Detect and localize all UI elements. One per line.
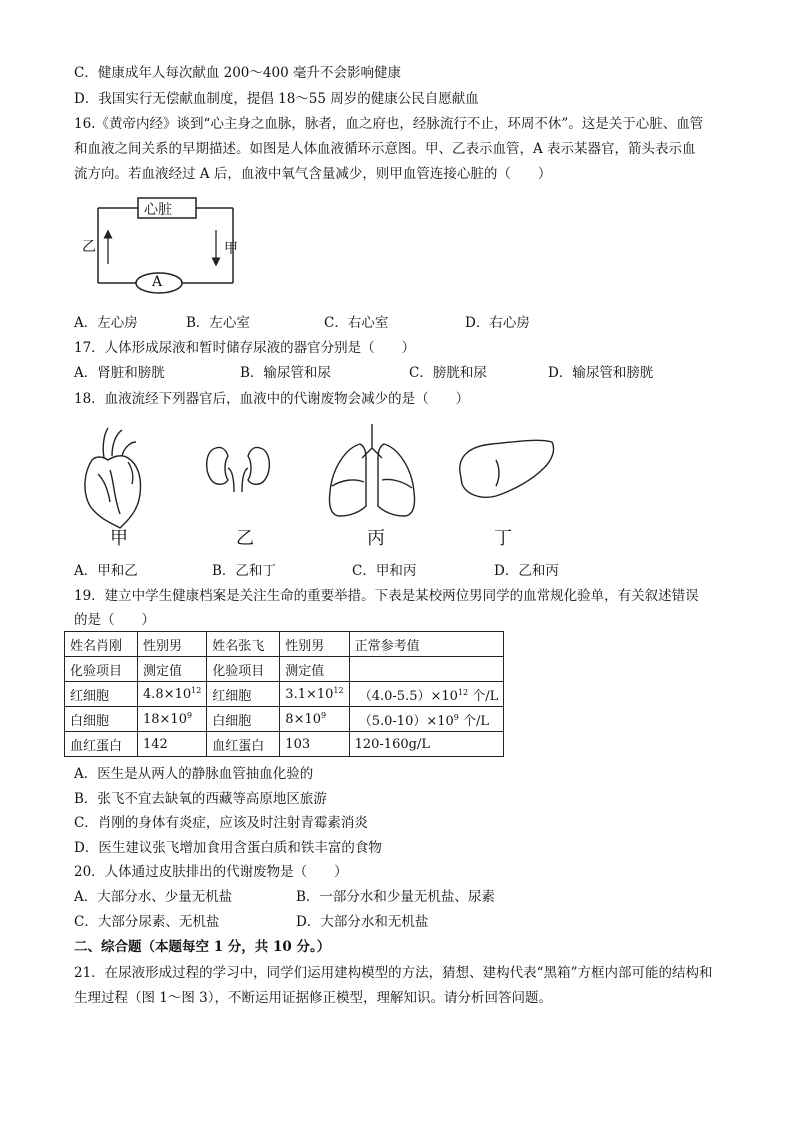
figure-label-ding: 丁 [494,528,512,549]
q16-stem-line-2: 和血液之间关系的早期描述。如图是人体血液循环示意图。甲、乙表示血管，A 表示某器官，箭头表示血 [74,141,696,157]
table-header-row [65,632,504,657]
q17-stem: 17．人体形成尿液和暂时储存尿液的器官分别是（ ） [74,340,416,356]
table-header-row [65,657,504,682]
q15-option-d: D．我国实行无偿献血制度，提倡 18～55 周岁的健康公民自愿献血 [74,91,479,107]
table-row [65,732,504,757]
q17-option-c: C．膀胱和尿 [409,365,487,381]
q19-option-c: C．肖刚的身体有炎症，应该及时注射青霉素消炎 [74,815,368,831]
exponent: 9 [321,710,327,720]
exponent: 12 [191,685,202,695]
q20-option-d: D．大部分水和无机盐 [296,914,429,930]
exponent: 9 [186,710,193,720]
figure-label-jia: 甲 [110,528,128,549]
table-cell: 测定值 [138,657,207,682]
q18-stem: 18．血液流经下列器官后，血液中的代谢废物会减少的是（ ） [74,391,470,407]
ref-text: （4.0-5.5）×10 [358,688,458,704]
table-cell [138,682,207,707]
exponent: 12 [333,685,344,695]
table-cell: 红细胞 [207,682,280,707]
exponent: 12 [457,687,469,697]
q18-option-c: C．甲和丙 [352,563,417,579]
figure-label-yi: 乙 [236,528,254,549]
table-cell [280,707,349,732]
value-text: 8×10 [285,711,322,727]
table-cell: 姓名肖刚 [65,632,138,657]
q20-options-row-2 [74,912,724,932]
blood-test-table [64,631,504,757]
q16-option-d: D．右心房 [465,315,530,331]
q17-option-d: D．输尿管和膀胱 [548,365,654,381]
q18-option-a: A．甲和乙 [74,563,138,579]
q18-option-d: D．乙和丙 [494,563,559,579]
table-cell: 化验项目 [207,657,280,682]
q20-option-b: B．一部分水和少量无机盐、尿素 [296,889,495,905]
table-cell [280,682,349,707]
value-text: 3.1×10 [285,686,334,702]
exponent: 9 [453,712,459,722]
q20-options-row-1 [74,887,724,907]
q20-option-c: C．大部分尿素、无机盐 [74,914,220,930]
section-heading: 二、综合题（本题每空 1 分，共 10 分。） [74,939,331,955]
ref-text: （5.0-10）×10 [358,713,454,729]
q19-stem-line-2: 的是（ ） [74,612,155,628]
figure-label-bing: 丙 [367,528,385,549]
q16-option-b: B．左心室 [186,315,250,331]
q16-option-c: C．右心室 [324,315,389,331]
q20-stem: 20．人体通过皮肤排出的代谢废物是（ ） [74,864,348,880]
value-text: 4.8×10 [143,686,192,702]
table-cell [349,682,504,707]
organ-figures [74,420,574,550]
table-cell: 测定值 [280,657,349,682]
table-cell: 142 [138,732,207,757]
q18-option-b: B．乙和丁 [212,563,276,579]
q16-options [74,313,724,333]
table-cell [349,707,504,732]
heart-image [85,428,141,528]
q21-stem-line-2: 生理过程（图 1～图 3），不断运用证据修正模型，理解知识。请分析回答问题。 [74,990,553,1006]
table-cell: 姓名张飞 [207,632,280,657]
table-cell: 红细胞 [65,682,138,707]
table-cell: 白细胞 [65,707,138,732]
ref-unit: 个/L [472,688,499,704]
table-row [65,682,504,707]
value-text: 18×10 [143,711,187,727]
heart-label: 心脏 [144,202,172,218]
table-cell: 103 [280,732,349,757]
q15-option-c: C．健康成年人每次献血 200～400 毫升不会影响健康 [74,65,401,81]
q17-options [74,363,724,383]
q17-option-b: B．输尿管和尿 [240,365,331,381]
table-cell [349,657,504,682]
table-row [65,707,504,732]
q17-option-a: A．肾脏和膀胱 [74,365,165,381]
organ-a-label: A [152,274,163,290]
table-cell: 120-160g/L [349,732,504,757]
table-cell: 血红蛋白 [65,732,138,757]
table-cell [138,707,207,732]
table-cell: 化验项目 [65,657,138,682]
lungs-image [329,424,414,516]
q16-stem-line-1: 16.《黄帝内经》谈到“心主身之血脉，脉者，血之府也，经脉流行不止，环周不休”。这是关于心脏、血管 [74,116,704,132]
q19-option-b: B．张飞不宜去缺氧的西藏等高原地区旅游 [74,791,327,807]
table-cell: 正常参考值 [349,632,504,657]
q19-option-d: D．医生建议张飞增加食用含蛋白质和铁丰富的食物 [74,840,382,856]
table-cell: 性别男 [138,632,207,657]
kidney-image [207,447,270,492]
ref-unit: 个/L [463,713,490,729]
table-cell: 性别男 [280,632,349,657]
circulation-diagram [78,196,248,302]
q19-stem-line-1: 19．建立中学生健康档案是关注生命的重要举措。下表是某校两位男同学的血常规化验单，有关叙述错误 [74,588,699,604]
q16-stem-line-3: 流方向。若血液经过 A 后，血液中氧气含量减少，则甲血管连接心脏的（ ） [74,166,552,182]
q20-option-a: A．大部分水、少量无机盐 [74,889,233,905]
q18-options [74,561,724,581]
q21-stem-line-1: 21．在尿液形成过程的学习中，同学们运用建构模型的方法，猜想、建构代表“黑箱”方框内部可能的结构和 [74,965,713,981]
q19-option-a: A．医生是从两人的静脉血管抽血化验的 [74,766,314,782]
table-cell: 白细胞 [207,707,280,732]
vessel-yi-label: 乙 [82,239,96,255]
table-cell: 血红蛋白 [207,732,280,757]
q16-option-a: A．左心房 [74,315,138,331]
vessel-jia-label: 甲 [224,241,238,257]
liver-image [460,440,554,497]
